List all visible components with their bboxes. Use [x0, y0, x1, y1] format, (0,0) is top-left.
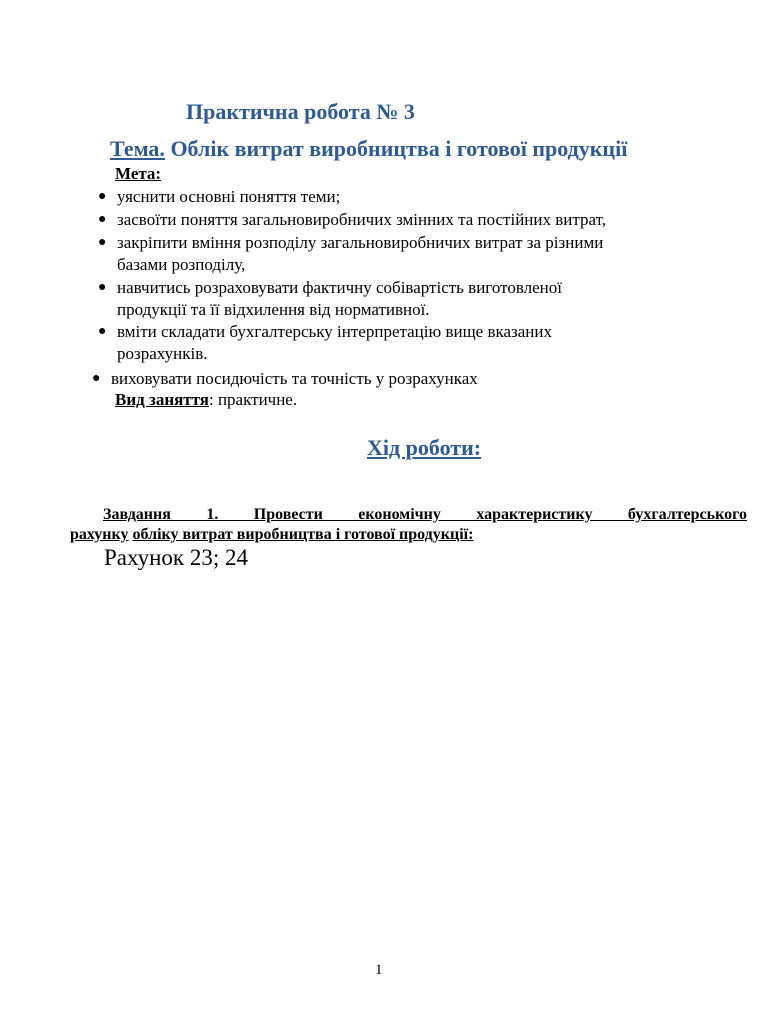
- task-1: [70, 505, 747, 545]
- goal-text: засвоїти поняття загальновиробничих змінних та постійних витрат,: [117, 210, 607, 229]
- topic-heading: [110, 136, 627, 162]
- goal-text: закріпити вміння розподілу загальновиробничих витрат за різними: [117, 233, 604, 252]
- goal-text: вміти складати бухгалтерську інтерпретацію вище вказаних: [117, 322, 552, 341]
- task-1-line2-part-c: обліку витрат виробництва і готової продукції:: [132, 526, 474, 543]
- task-1-line2: [70, 525, 747, 545]
- bullet-icon: ●: [98, 212, 107, 227]
- progress-heading: Хід роботи:: [367, 435, 482, 460]
- goal-text: виховувати посидючість та точність у розрахунках: [111, 369, 478, 388]
- goal-item: [98, 209, 607, 231]
- lesson-type-label: Вид заняття: [115, 390, 209, 409]
- goal-text-continued: продукції та її відхилення від нормативної.: [117, 300, 430, 319]
- goal-item: [98, 186, 341, 208]
- goal-item: [98, 277, 562, 321]
- goal-item: [98, 232, 604, 276]
- topic-label: Тема.: [110, 136, 165, 161]
- goal-text-continued: базами розподілу,: [117, 255, 246, 274]
- document-title: Практична робота № 3: [186, 99, 415, 124]
- bullet-icon: ●: [92, 371, 101, 386]
- bullet-icon: ●: [98, 235, 107, 250]
- bullet-icon: ●: [98, 280, 107, 295]
- goal-text: навчитись розраховувати фактичну собівартість виготовленої: [117, 278, 562, 297]
- goal-item: [98, 321, 552, 365]
- goal-item: [92, 368, 478, 390]
- lesson-type-value: : практичне.: [208, 390, 298, 409]
- bullet-icon: ●: [98, 324, 107, 339]
- bullet-icon: ●: [98, 189, 107, 204]
- goal-text-continued: розрахунків.: [117, 344, 208, 363]
- page-number: 1: [375, 962, 383, 978]
- lesson-type: [115, 390, 297, 410]
- goal-text: уяснити основні поняття теми;: [117, 187, 341, 206]
- topic-text: Облік витрат виробництва і готової продукції: [164, 136, 628, 161]
- task-1-line2-part-a: рахунку: [70, 526, 129, 543]
- goal-label: Мета:: [115, 164, 162, 183]
- account-numbers: Рахунок 23; 24: [104, 545, 248, 570]
- task-1-line1: Завдання 1. Провести економічну характеристику бухгалтерського: [103, 506, 747, 523]
